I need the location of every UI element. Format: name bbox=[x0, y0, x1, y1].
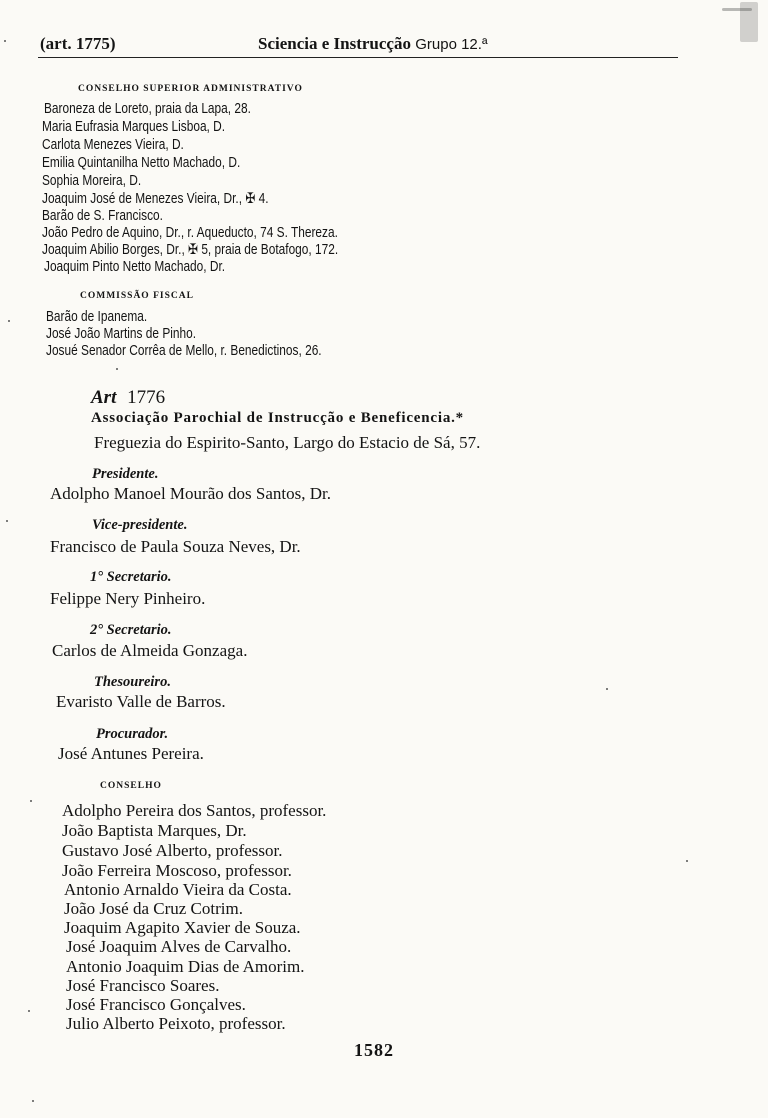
list-item: Baroneza de Loreto, praia da Lapa, 28. bbox=[44, 101, 251, 117]
list-item: Antonio Joaquim Dias de Amorim. bbox=[66, 957, 305, 976]
officer-name: Evaristo Valle de Barros. bbox=[56, 692, 226, 711]
article-word: Art bbox=[91, 387, 117, 408]
list-item: Joaquim Pinto Netto Machado, Dr. bbox=[44, 259, 226, 275]
officer-name: Carlos de Almeida Gonzaga. bbox=[52, 641, 248, 660]
list-item: Maria Eufrasia Marques Lisboa, D. bbox=[42, 119, 226, 135]
list-item: José João Martins de Pinho. bbox=[46, 326, 197, 342]
role-presidente: Presidente. bbox=[92, 466, 159, 482]
page-number: 1582 bbox=[354, 1040, 394, 1060]
list-item: Joaquim José de Menezes Vieira, Dr., ✠ 4. bbox=[42, 191, 269, 207]
list-item: João Ferreira Moscoso, professor. bbox=[62, 861, 292, 880]
article-heading bbox=[91, 387, 165, 409]
list-item: José Francisco Gonçalves. bbox=[66, 995, 246, 1014]
article-number: 1776 bbox=[127, 387, 166, 408]
organization-address: Freguezia do Espirito-Santo, Largo do Estacio de Sá, 57. bbox=[94, 433, 481, 452]
role-vice-presidente: Vice-presidente. bbox=[92, 517, 188, 533]
section-title-conselho: CONSELHO bbox=[100, 781, 162, 791]
role-segundo-secretario: 2° Secretario. bbox=[90, 622, 172, 638]
list-item: Josué Senador Corrêa de Mello, r. Benedictinos, 26. bbox=[46, 343, 322, 359]
organization-name: Associação Parochial de Instrucção e Beneficencia.* bbox=[91, 410, 464, 426]
list-item: Carlota Menezes Vieira, D. bbox=[42, 137, 184, 153]
list-item: José Francisco Soares. bbox=[66, 976, 220, 995]
header-group: Grupo 12.ª bbox=[415, 36, 488, 53]
officer-name: Felippe Nery Pinheiro. bbox=[50, 589, 206, 608]
role-thesoureiro: Thesoureiro. bbox=[94, 674, 171, 690]
list-item: Barão de Ipanema. bbox=[46, 309, 148, 325]
officer-name: Adolpho Manoel Mourão dos Santos, Dr. bbox=[50, 484, 331, 503]
list-item: Antonio Arnaldo Vieira da Costa. bbox=[64, 880, 292, 899]
list-item: João Baptista Marques, Dr. bbox=[62, 821, 247, 840]
header-title bbox=[258, 34, 488, 54]
role-procurador: Procurador. bbox=[96, 726, 169, 742]
officer-name: Francisco de Paula Souza Neves, Dr. bbox=[50, 537, 301, 556]
header-rule bbox=[38, 57, 678, 58]
list-item: José Joaquim Alves de Carvalho. bbox=[66, 937, 292, 956]
officer-name: José Antunes Pereira. bbox=[58, 744, 204, 763]
section-title-conselho-superior: CONSELHO SUPERIOR ADMINISTRATIVO bbox=[78, 84, 303, 94]
list-item: Sophia Moreira, D. bbox=[42, 173, 142, 189]
list-item: João José da Cruz Cotrim. bbox=[64, 899, 243, 918]
list-item: Adolpho Pereira dos Santos, professor. bbox=[62, 801, 327, 820]
section-title-commissao-fiscal: COMMISSÃO FISCAL bbox=[80, 291, 194, 301]
role-primeiro-secretario: 1° Secretario. bbox=[90, 569, 172, 585]
list-item: Joaquim Agapito Xavier de Souza. bbox=[64, 918, 301, 937]
header-article-ref: (art. 1775) bbox=[40, 34, 116, 53]
list-item: Gustavo José Alberto, professor. bbox=[62, 841, 283, 860]
list-item: Emilia Quintanilha Netto Machado, D. bbox=[42, 155, 241, 171]
list-item: João Pedro de Aquino, Dr., r. Aqueducto, 74 S. Thereza. bbox=[42, 225, 338, 241]
list-item: Joaquim Abilio Borges, Dr., ✠ 5, praia de Botafogo, 172. bbox=[42, 242, 339, 258]
list-item: Barão de S. Francisco. bbox=[42, 208, 163, 224]
header-center: Sciencia e Instrucção bbox=[258, 34, 411, 53]
list-item: Julio Alberto Peixoto, professor. bbox=[66, 1014, 286, 1033]
